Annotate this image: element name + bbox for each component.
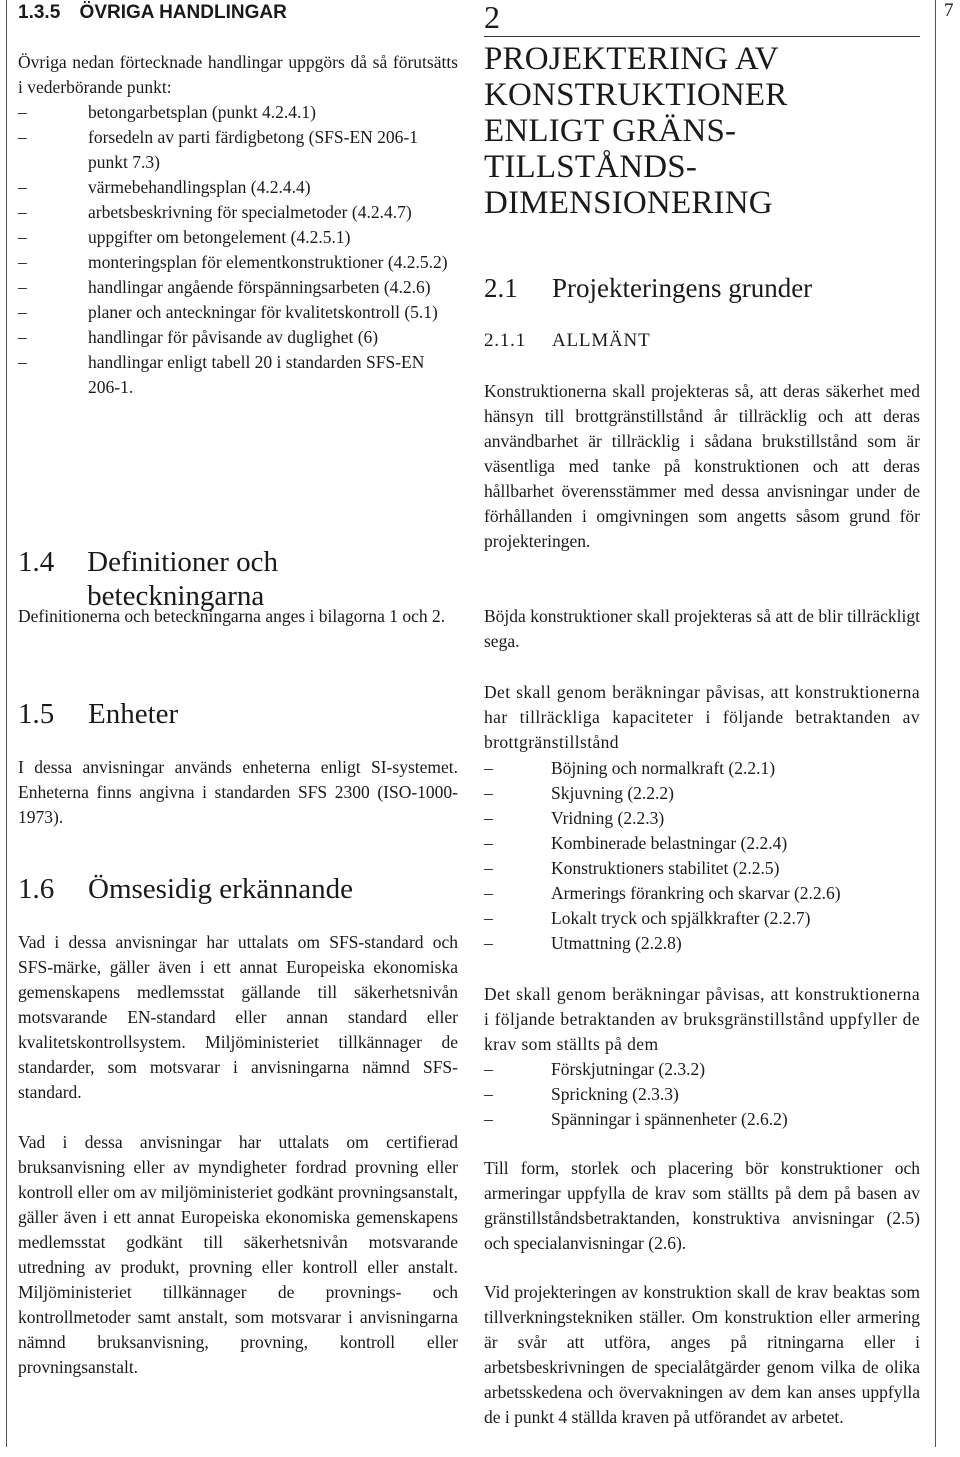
right-margin-rule xyxy=(935,0,936,1447)
section-2-1-1-paragraph-2: Böjda konstruktioner skall projekteras så att de blir tillräckligt sega. xyxy=(484,606,920,651)
section-1-4-text: Definitionerna och beteckningarna anges i bilagorna 1 och 2. xyxy=(18,606,446,626)
list-item: – Sprickning (2.3.3) xyxy=(484,1082,920,1107)
section-2-1-1-paragraph-6: Vid projekteringen av konstruktion skall de krav beaktas som tillverkningstekniken ställer. Om konstruktion eller armering är svår att utföra, anges på ritningarna eller i arbetsbeskrivningen de specialåtgärder genom vilka de olika arbetsskedena och övervakningen av dem kan anses uppfylla de i punkt 4 ställda kraven på utförandet av arbetet. xyxy=(484,1282,920,1427)
chapter-title-line: KONSTRUKTIONER xyxy=(484,77,788,113)
serviceability-limit-state-list xyxy=(484,1057,920,1132)
list-item: – Skjuvning (2.2.2) xyxy=(484,781,920,806)
list-item: – betongarbetsplan (punkt 4.2.4.1) xyxy=(18,100,458,125)
section-number: 2.1.1 xyxy=(484,330,526,351)
page-number: 7 xyxy=(944,0,954,21)
list-item: – handlingar enligt tabell 20 i standarden SFS-EN 206-1. xyxy=(18,350,458,400)
chapter-title-line: TILLSTÅNDS- xyxy=(484,149,698,185)
list-item: – planer och anteckningar för kvalitetskontroll (5.1) xyxy=(18,300,458,325)
section-number: 1.4 xyxy=(18,546,55,578)
section-2-1-1-heading xyxy=(484,328,920,354)
section-2-1-1-paragraph-1: Konstruktionerna skall projekteras så, att deras säkerhet med hänsyn till brottgränstillstånd år tillräcklig och att deras användbarhet är tillräcklig i sådana brukstillstånd som är väsentliga med tanke på konstruktionen och att deras hållbarhet överensstämmer med dessa anvisningar under de förhållanden i omgivningen som angetts såsom grund för projekteringen. xyxy=(484,381,920,551)
list-item: – handlingar för påvisande av duglighet (6) xyxy=(18,325,458,350)
list-item: – monteringsplan för elementkonstruktioner (4.2.5.2) xyxy=(18,250,458,275)
section-2-1-1-paragraph-4: Det skall genom beräkningar påvisas, att konstruktionerna i följande betraktanden av bruksgränstillstånd uppfyller de krav som ställts på dem xyxy=(484,984,920,1054)
section-number: 1.3.5 xyxy=(18,2,61,23)
list-item: – Utmattning (2.2.8) xyxy=(484,931,920,956)
section-1-4-heading xyxy=(18,545,458,613)
chapter-title-line: PROJEKTERING AV xyxy=(484,41,779,77)
section-title: ÖVRIGA HANDLINGAR xyxy=(79,2,287,23)
chapter-title xyxy=(484,41,920,221)
section-number: 1.5 xyxy=(18,698,55,730)
chapter-heading xyxy=(484,0,920,221)
section-1-6-paragraph-1: Vad i dessa anvisningar har uttalats om SFS-standard och SFS-märke, gäller även i ett annat Europeiska ekonomiska gemenskapens medlemsstat gällande till säkerhetsnivån motsvarande EN-standard eller annan standard eller kvalitetskontrollsystem. Miljöministeriet tillkännager de standarder, som motsvarar i anvisningarna nämnd SFS-standard. xyxy=(18,932,458,1102)
left-margin-rule xyxy=(6,0,7,1447)
section-1-3-5-list xyxy=(18,100,458,400)
list-item: – Vridning (2.2.3) xyxy=(484,806,920,831)
section-1-6-heading xyxy=(18,872,458,906)
chapter-rule xyxy=(484,36,920,37)
list-item: – uppgifter om betongelement (4.2.5.1) xyxy=(18,225,458,250)
section-title: Ömsesidig erkännande xyxy=(88,873,353,905)
section-2-1-1-paragraph-5: Till form, storlek och placering bör konstruktioner och armeringar uppfylla de krav som ställts på dem på basen av gränstillståndsbetraktanden, konstruktiva anvisningar (2.5) och specialanvisningar (2.6). xyxy=(484,1158,920,1253)
section-1-5-text: I dessa anvisningar används enheterna enligt SI-systemet. Enheterna finns angivna i standarden SFS 2300 (ISO-1000-1973). xyxy=(18,757,458,827)
section-title: Definitioner och beteckningarna xyxy=(87,546,279,612)
list-item: – Konstruktioners stabilitet (2.2.5) xyxy=(484,856,920,881)
chapter-number: 2 xyxy=(484,0,500,35)
list-item: – Lokalt tryck och spjälkkrafter (2.2.7) xyxy=(484,906,920,931)
section-2-1-1-paragraph-3: Det skall genom beräkningar påvisas, att konstruktionerna har tillräckliga kapaciteter i följande betraktanden av brottgränstillstånd xyxy=(484,682,920,752)
section-1-3-5-intro: Övriga nedan förtecknade handlingar uppgörs då så förutsätts i vederbörande punkt: xyxy=(18,52,458,97)
section-number: 2.1 xyxy=(484,273,518,303)
list-item: – handlingar angående förspänningsarbeten (4.2.6) xyxy=(18,275,458,300)
section-2-1-heading xyxy=(484,272,920,304)
section-title: ALLMÄNT xyxy=(552,330,651,351)
section-1-5-heading xyxy=(18,697,458,731)
section-number: 1.6 xyxy=(18,873,55,905)
section-title: Enheter xyxy=(88,698,179,730)
list-item: – Förskjutningar (2.3.2) xyxy=(484,1057,920,1082)
list-item: – Böjning och normalkraft (2.2.1) xyxy=(484,756,920,781)
chapter-title-line: ENLIGT GRÄNS- xyxy=(484,113,737,149)
chapter-title-line: DIMENSIONERING xyxy=(484,185,773,221)
list-item: – Armerings förankring och skarvar (2.2.6) xyxy=(484,881,920,906)
list-item: – Spänningar i spännenheter (2.6.2) xyxy=(484,1107,920,1132)
ultimate-limit-state-list xyxy=(484,756,920,956)
list-item: – värmebehandlingsplan (4.2.4.4) xyxy=(18,175,458,200)
list-item: – Kombinerade belastningar (2.2.4) xyxy=(484,831,920,856)
section-title: Projekteringens grunder xyxy=(552,273,813,303)
list-item: – arbetsbeskrivning för specialmetoder (4.2.4.7) xyxy=(18,200,458,225)
list-item: – forsedeln av parti färdigbetong (SFS-EN 206-1 punkt 7.3) xyxy=(18,125,458,175)
section-1-6-paragraph-2: Vad i dessa anvisningar har uttalats om certifierad bruksanvisning eller av myndigheter fordrad provning eller kontroll eller om av miljöministeriet godkänt provningsanstalt, gäller även i ett annat Europeiska ekonomiska gemenskapens medlemsstat godkänt till säkerhetsnivån motsvarande utredning av produkt, provning eller kontroll eller anstalt. Miljöministeriet tillkännager de provnings- och kontrollmetoder samt anstalt, som motsvarar i anvisningarna nämnd bruksanvisning, provning, kontroll eller provningsanstalt. xyxy=(18,1132,458,1377)
section-1-3-5-heading xyxy=(18,0,458,26)
